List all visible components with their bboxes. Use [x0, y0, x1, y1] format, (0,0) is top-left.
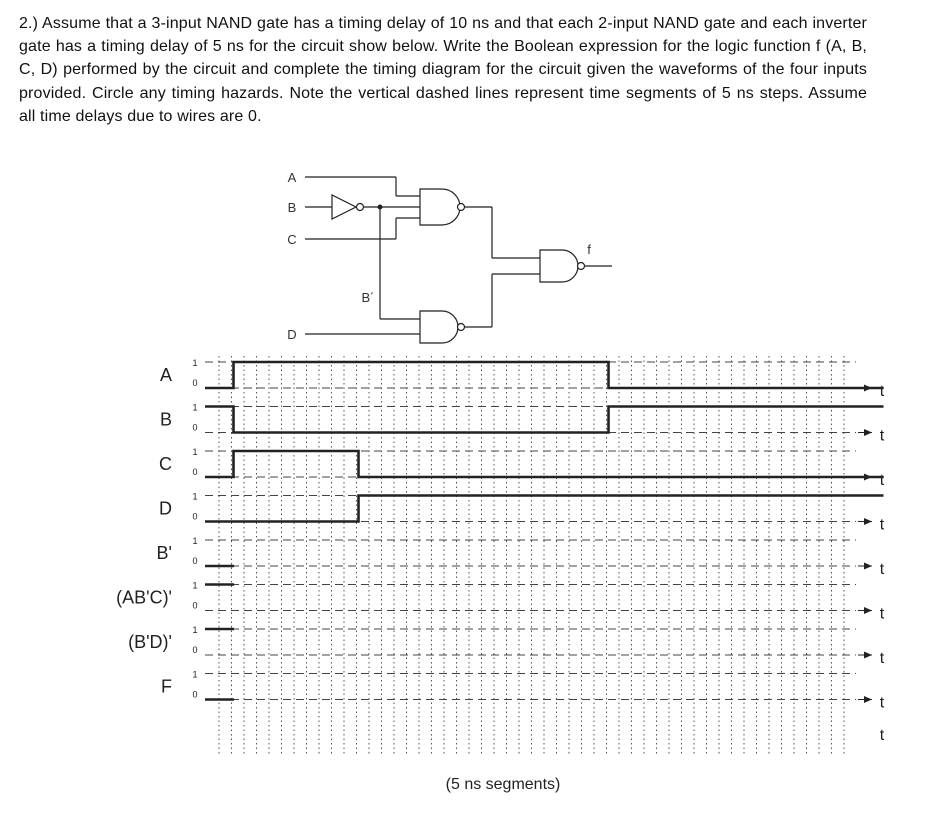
level-low-label: 0 — [192, 689, 198, 700]
input-label-b: B — [287, 200, 297, 215]
level-low-label: 0 — [192, 600, 198, 611]
level-high-label: 1 — [192, 447, 198, 457]
signal-label: F — [161, 676, 172, 697]
level-high-label: 1 — [192, 358, 198, 368]
signal-label: B — [159, 409, 172, 430]
time-arrow-icon — [864, 652, 872, 659]
time-arrow-icon — [864, 518, 872, 525]
time-axis-label: t — [879, 472, 885, 489]
waveform-trace — [205, 496, 884, 522]
time-arrow-icon — [864, 607, 872, 614]
level-high-label: 1 — [192, 402, 198, 413]
signal-label: D — [159, 498, 172, 519]
time-axis-label: t — [879, 605, 885, 623]
level-low-label: 0 — [192, 511, 198, 522]
signal-label: (B'D)' — [128, 632, 172, 652]
time-arrow-icon — [864, 696, 872, 703]
footer-label: (5 ns segments) — [445, 776, 561, 793]
bprime-label: B´ — [361, 290, 375, 305]
time-arrow-icon — [864, 563, 872, 570]
time-axis-label: t — [879, 650, 885, 667]
level-low-label: 0 — [192, 467, 198, 477]
level-high-label: 1 — [192, 536, 198, 546]
time-arrow-icon — [864, 429, 872, 436]
time-axis-label: t — [879, 561, 885, 578]
level-high-label: 1 — [192, 625, 198, 635]
level-low-label: 0 — [192, 378, 198, 388]
level-low-label: 0 — [192, 556, 198, 566]
time-axis-label: t — [879, 427, 885, 445]
level-low-label: 0 — [192, 422, 198, 433]
signal-label: B' — [156, 543, 172, 563]
problem-statement: 2.) Assume that a 3-input NAND gate has a timing delay of 10 ns and that each 2-input NAND gate and each inverter gate has a timing delay of 5 ns for the circuit show below. Write the Boolean expression for the logic function f (A, B, C, D) performed by the circuit and complete the timing diagram for the circuit given the waveforms of the four inputs provided. Circle any timing hazards. Note the vertical dashed lines represent time segments of 5 ns steps. Assume all time delays due to wires are 0. — [19, 15, 867, 125]
level-high-label: 1 — [192, 669, 198, 680]
level-high-label: 1 — [192, 491, 198, 502]
level-high-label: 1 — [192, 580, 198, 591]
signal-label: C — [159, 454, 172, 474]
time-axis-label: t — [879, 694, 885, 712]
input-label-d: D — [287, 327, 297, 342]
time-axis-label: t — [879, 383, 885, 400]
level-low-label: 0 — [192, 645, 198, 655]
bottom-time-label: t — [879, 727, 885, 744]
input-label-a: A — [287, 170, 297, 185]
signal-label: A — [159, 365, 172, 385]
input-label-c: C — [287, 232, 297, 247]
time-axis-label: t — [879, 516, 885, 534]
signal-label: (AB'C)' — [116, 587, 172, 608]
output-label-f: f — [587, 242, 591, 257]
